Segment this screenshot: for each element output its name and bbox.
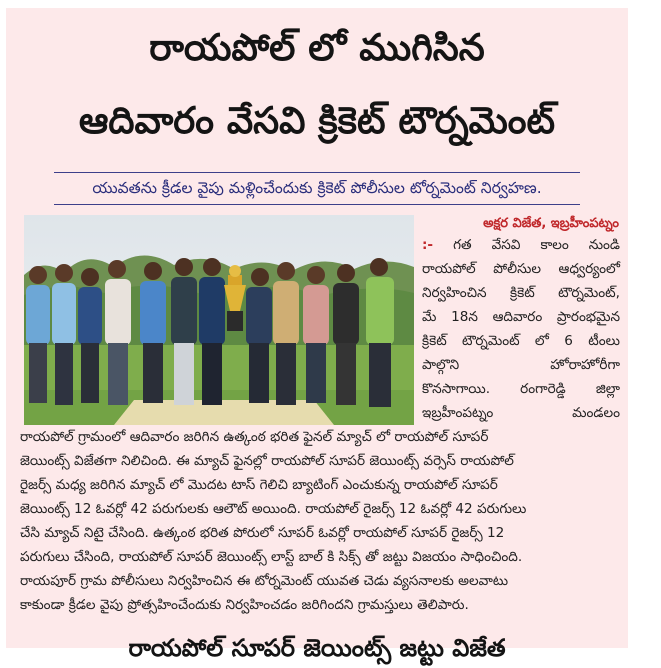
word: టౌర్నమెంట్ [462, 333, 520, 349]
column-line [422, 261, 620, 280]
word: క్రికెట్ [422, 333, 447, 349]
word: టీంలు [588, 333, 620, 349]
headline-line-2: ఆదివారం వేసవి క్రికెట్ టౌర్నమెంట్ [78, 99, 556, 142]
lead-marker: :- [422, 237, 434, 253]
byline: అక్షర విజేత, ఇబ్రహీంపట్నం [483, 216, 619, 231]
column-line [422, 405, 620, 424]
subheadline-rule-top [54, 172, 580, 173]
column-line [422, 333, 620, 352]
subheadline-rule-bottom [54, 204, 580, 205]
word: లో [534, 333, 549, 349]
body-line: జెయింట్స్ విజేతగా నిలిచింది. ఈ మ్యాచ్ ఫైనల్లో రాయపోల్ సూపర్ జెయింట్స్ వర్సెస్ రాయపోల్ [20, 453, 514, 469]
word: 18న [451, 309, 478, 325]
word: రాయపోల్ [422, 261, 476, 277]
body-line: జెయింట్స్ 12 ఓవర్లో 42 పరుగులకు ఆలౌట్ అయింది. రాయపోల్ రైజర్స్ 12 ఓవర్లో 42 పరుగులు [20, 501, 527, 517]
word: గత [453, 237, 472, 253]
word: నుండి [588, 237, 620, 253]
word: క్రికెట్ [510, 285, 535, 301]
word: టౌర్నమెంట్, [558, 285, 620, 301]
column-line [422, 357, 620, 376]
word: పాల్గొని [422, 357, 460, 373]
body-line: కాకుండా క్రీడల వైపు ప్రోత్సహించేందుకు నిర్వహించడం జరిగిందని గ్రామస్తులు తెలిపారు. [20, 597, 469, 613]
body-line: రాయపోల్ గ్రామంలో ఆదివారం జరిగిన ఉత్కంఠ భరిత ఫైనల్ మ్యాచ్ లో రాయపోల్ సూపర్ [20, 429, 489, 445]
word: కాలం [540, 237, 569, 253]
column-line [422, 237, 620, 256]
column-line [422, 309, 620, 328]
word: వేసవి [491, 237, 521, 253]
word: రంగారెడ్డి [520, 381, 566, 397]
word: ఆదివారం [492, 309, 543, 325]
next-headline-cutoff [6, 634, 628, 662]
body-line: చేసి మ్యాచ్ నిటై చేసింది. ఉత్కంఠ భరిత పోరులో సూపర్ ఓవర్లో రాయపోల్ సూపర్ రైజర్స్ 12 [20, 525, 505, 541]
next-headline-text: రాయపోల్ సూపర్ జెయింట్స్ జట్టు విజేత [128, 634, 506, 662]
word: ఇబ్రహీంపట్నం [422, 405, 494, 421]
word: మే [422, 309, 437, 325]
subheadline: యువతను క్రీడల వైపు మళ్లించేందుకు క్రికెట్ పోలీసుల టోర్నమెంట్ నిర్వహణ. [92, 179, 542, 197]
word: ప్రారంభమైన [556, 309, 620, 325]
body-line: రైజర్స్ మధ్య జరిగిన మ్యాచ్ లో మొదట టాస్ గెలిచి బ్యాటింగ్ ఎంచుకున్న రాయపోల్ సూపర్ [20, 477, 498, 493]
word: ఆధ్వర్యంలో [558, 261, 620, 277]
headline-line-1: రాయపోల్ లో ముగిసిన [149, 26, 485, 69]
word: నిర్వహించిన [422, 285, 487, 301]
body-line: రాయపూర్ గ్రామ పోలీసులు నిర్వహించిన ఈ టోర్నమెంట్ యువత చెడు వ్యసనాలకు అలవాటు [20, 573, 509, 589]
word: పోలీసుల [493, 261, 541, 277]
word: హోరాహోరీగా [550, 357, 620, 373]
column-line [422, 285, 620, 304]
newspaper-clipping [6, 8, 628, 662]
team-trophy-photo [24, 215, 414, 425]
column-line [422, 381, 620, 400]
word: మండలం [572, 405, 620, 421]
word: 6 [564, 333, 573, 349]
body-line: పరుగులు చేసింది, రాయపోల్ సూపర్ జెయింట్స్ లాస్ట్ బాల్ కి సిక్స్ తో జట్టు విజయం సాధించింది. [20, 549, 523, 565]
word: జిల్లా [595, 381, 620, 397]
word: కొనసాగాయి. [422, 381, 491, 397]
